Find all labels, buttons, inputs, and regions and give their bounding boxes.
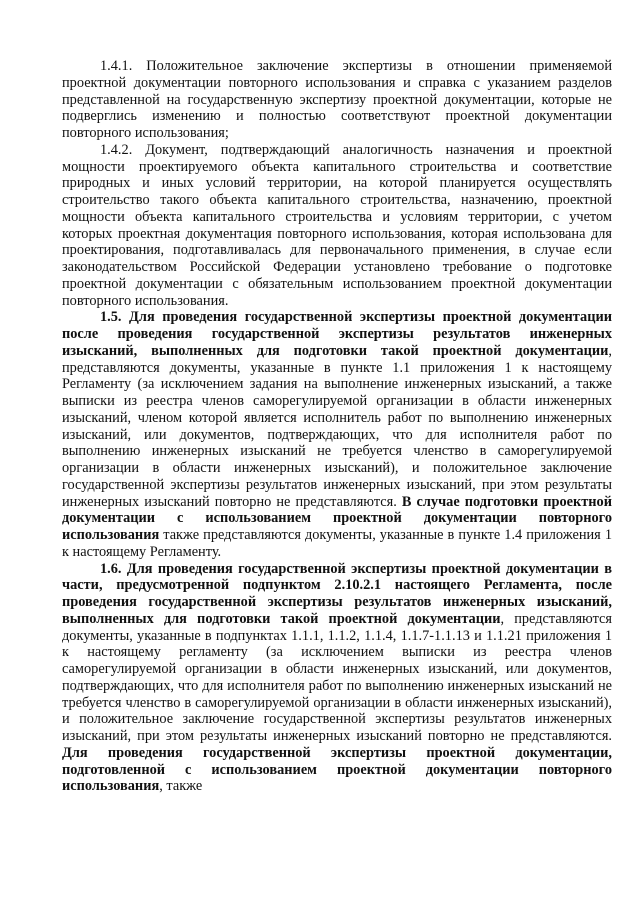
paragraph-1-6-text-end: , также	[159, 778, 203, 795]
paragraph-1-5-text-end: также представляются документы, указанные в пункте 1.4 приложения 1 к настоящему Регламенту.	[62, 527, 612, 560]
paragraph-1-6-bold-clause: Для проведения государственной экспертизы проектной документации, подготовленной с использованием проектной документации повторного использования	[62, 744, 612, 795]
paragraph-1-4-1-text: 1.4.1. Положительное заключение экспертизы в отношении применяемой проектной документации повторного использования и справка с указанием разделов представленной на государственную экспертизу проектной документации, которые не подверглись изменению и полностью соответствуют проектной документации повторного использования;	[62, 58, 612, 141]
paragraph-1-5	[62, 309, 612, 560]
paragraph-1-6-text: , представляются документы, указанные в подпунктах 1.1.1, 1.1.2, 1.1.4, 1.1.7-1.1.13 и 1.1.21 приложения 1 к настоящему регламенту (за исключением выписки из реестра членов саморегулируемой организации в области инженерных изысканий, или документов, подтверждающих, что для исполнителя работ по выполнению инженерных изысканий не требуется членство в саморегулируемой организации в области инженерных изысканий), и положительное заключение государственной экспертизы результатов инженерных изысканий, при этом результаты инженерных изысканий повторно не представляются.	[62, 610, 612, 744]
paragraph-1-6	[62, 561, 612, 796]
paragraph-1-5-bold-clause: В случае подготовки проектной документации с использованием проектной документации повторного использования	[62, 493, 612, 543]
paragraph-1-4-2	[62, 142, 612, 310]
paragraph-1-5-text: , представляются документы, указанные в пункте 1.1 приложения 1 к настоящему Регламенту (за исключением задания на выполнение инженерных изысканий, а также выписки из реестра членов саморегулируемой организации в области инженерных изысканий, членом которой является исполнитель работ по выполнению инженерных изысканий, или документов, подтверждающих, что для исполнителя работ по выполнению инженерных изысканий не требуется членство в саморегулируемой организации в области инженерных изысканий), и положительное заключение государственной экспертизы результатов инженерных изысканий, при этом результаты инженерных изысканий повторно не представляются.	[62, 342, 612, 510]
document-page	[62, 58, 612, 795]
paragraph-1-6-bold-heading: 1.6. Для проведения государственной экспертизы проектной документации в части, предусмотренной подпунктом 2.10.2.1 настоящего Регламента, после проведения государственной экспертизы результатов инженерных изысканий, выполненных для подготовки такой проектной документации	[62, 560, 612, 627]
paragraph-1-5-bold-heading: 1.5. Для проведения государственной экспертизы проектной документации после проведения государственной экспертизы результатов инженерных изысканий, выполненных для подготовки такой проектной документации	[62, 309, 612, 359]
paragraph-1-4-2-text: 1.4.2. Документ, подтверждающий аналогичность назначения и проектной мощности проектируемого объекта капитального строительства и соответствие природных и иных условий территории, на которой планируется осуществлять строительство такого объекта капитального строительства, назначению, проектной мощности объекта капитального строительства и условиям территории, с учетом которых проектная документация повторного использования, которая использована для проектирования, подготавливалась для первоначального применения, в случае если законодательством Российской Федерации установлено требование о подготовке проектной документации с обязательным использованием проектной документации повторного использования.	[62, 141, 612, 309]
paragraph-1-4-1	[62, 58, 612, 142]
